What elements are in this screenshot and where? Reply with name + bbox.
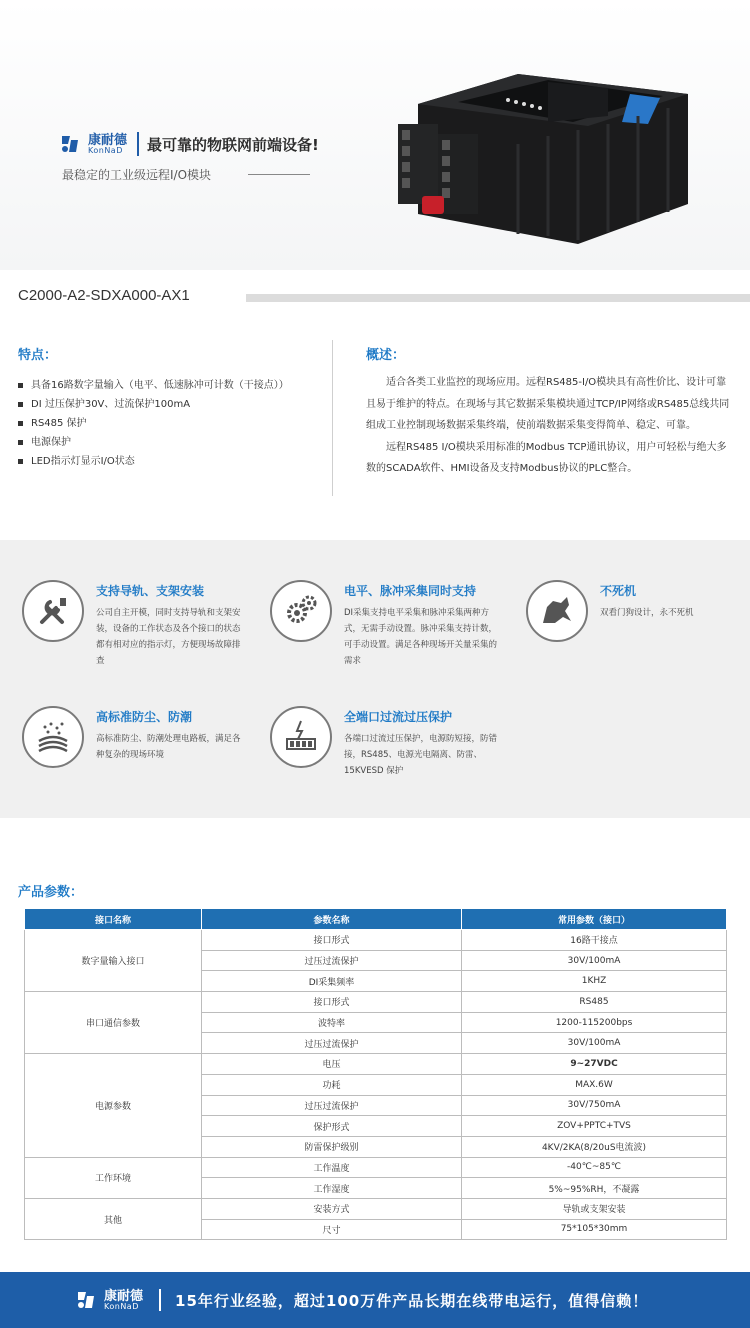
bullet-icon bbox=[18, 421, 23, 426]
group-name: 电源参数 bbox=[25, 1054, 202, 1157]
param-name: 保护形式 bbox=[202, 1116, 462, 1137]
highlight-desc: 双看门狗设计，永不死机 bbox=[600, 608, 694, 618]
param-value: 30V/100mA bbox=[462, 1033, 727, 1054]
footer-tagline: 15年行业经验，超过100万件产品长期在线带电运行，值得信赖！ bbox=[175, 1291, 649, 1310]
table-header-row bbox=[25, 909, 727, 930]
bullet-icon bbox=[18, 440, 23, 445]
param-name: 接口形式 bbox=[202, 930, 462, 951]
params-table bbox=[24, 908, 727, 1240]
highlight-title: 全端口过流过压保护 bbox=[344, 710, 453, 724]
highlights-section bbox=[0, 540, 750, 818]
overview-text bbox=[366, 372, 736, 480]
param-value: 1200-115200bps bbox=[462, 1012, 727, 1033]
highlight-item bbox=[526, 580, 736, 642]
group-name: 数字量输入接口 bbox=[25, 930, 202, 992]
highlight-title: 不死机 bbox=[600, 584, 637, 598]
list-item bbox=[18, 433, 289, 452]
feature-text: LED指示灯显示I/O状态 bbox=[31, 456, 135, 467]
overview-title: 概述： bbox=[366, 348, 406, 363]
hero-banner bbox=[0, 0, 750, 270]
table-row bbox=[25, 1198, 727, 1219]
list-item bbox=[18, 376, 289, 395]
params-title: 产品参数： bbox=[18, 885, 84, 900]
param-name: 过压过流保护 bbox=[202, 1095, 462, 1116]
group-name: 串口通信参数 bbox=[25, 992, 202, 1054]
footer-divider bbox=[159, 1289, 161, 1311]
features-list bbox=[18, 376, 289, 471]
feature-text: DI 过压保护30V、过流保护100mA bbox=[31, 399, 191, 410]
param-name: 安装方式 bbox=[202, 1198, 462, 1219]
model-number: C2000-A2-SDXA000-AX1 bbox=[18, 287, 190, 304]
overview-paragraph-2: 远程RS485 I/O模块采用标准的Modbus TCP通讯协议，用户可轻松与绝大多数的SCADA软件、HMI设备及支持Modbus协议的PLC整合。 bbox=[366, 441, 727, 474]
konnad-logo-icon bbox=[58, 132, 82, 156]
highlight-desc: DI采集支持电平采集和脉冲采集两种方式，无需手动设置。脉冲采集支持计数，可手动设置。满足各种现场开关量采集的需求 bbox=[344, 608, 498, 666]
table-row bbox=[25, 1157, 727, 1178]
feature-text: 具备16路数字量输入（电平、低速脉冲可计数（干接点）） bbox=[31, 380, 289, 391]
logo-wordmark bbox=[104, 1290, 143, 1311]
list-item bbox=[18, 452, 289, 471]
param-value: 16路干接点 bbox=[462, 930, 727, 951]
param-value: -40℃~85℃ bbox=[462, 1157, 727, 1178]
bullet-icon bbox=[18, 402, 23, 407]
model-bar bbox=[246, 294, 750, 302]
param-name: 过压过流保护 bbox=[202, 950, 462, 971]
gears-icon bbox=[270, 580, 332, 642]
param-value: 75*105*30mm bbox=[462, 1219, 727, 1240]
footer-banner bbox=[0, 1272, 750, 1328]
group-name: 工作环境 bbox=[25, 1157, 202, 1198]
table-row bbox=[25, 930, 727, 951]
table-row bbox=[25, 992, 727, 1013]
konnad-logo-icon bbox=[74, 1288, 98, 1312]
footer-logo bbox=[74, 1288, 143, 1312]
param-value: 5%~95%RH，不凝露 bbox=[462, 1178, 727, 1199]
logo-en: KonNaD bbox=[104, 1301, 139, 1311]
param-value: RS485 bbox=[462, 992, 727, 1013]
list-item bbox=[18, 414, 289, 433]
highlight-item bbox=[22, 580, 252, 669]
highlight-item bbox=[270, 580, 510, 669]
table-row bbox=[25, 1054, 727, 1075]
param-name: DI采集频率 bbox=[202, 971, 462, 992]
logo-cn: 康耐德 bbox=[104, 1288, 144, 1304]
bullet-icon bbox=[18, 459, 23, 464]
protection-icon bbox=[270, 706, 332, 768]
param-name: 功耗 bbox=[202, 1074, 462, 1095]
param-name: 工作温度 bbox=[202, 1157, 462, 1178]
bullet-icon bbox=[18, 383, 23, 388]
param-name: 过压过流保护 bbox=[202, 1033, 462, 1054]
logo-wordmark bbox=[88, 134, 127, 155]
param-name: 防雷保护级别 bbox=[202, 1136, 462, 1157]
highlight-title: 支持导轨、支架安装 bbox=[96, 584, 205, 598]
highlight-item bbox=[270, 706, 510, 779]
column-divider bbox=[332, 340, 333, 496]
param-name: 接口形式 bbox=[202, 992, 462, 1013]
highlight-title: 高标准防尘、防潮 bbox=[96, 710, 193, 724]
tools-icon bbox=[22, 580, 84, 642]
brand-divider bbox=[137, 132, 139, 156]
param-value: 9~27VDC bbox=[462, 1054, 727, 1075]
brand-row bbox=[58, 132, 319, 156]
slogan: 最可靠的物联网前端设备! bbox=[147, 135, 319, 154]
highlight-title: 电平、脉冲采集同时支持 bbox=[344, 584, 477, 598]
list-item bbox=[18, 395, 289, 414]
overview-paragraph-1: 适合各类工业监控的现场应用。远程RS485-I/O模块具有高性价比、设计可靠且易于维护的特点。在现场与其它数据采集模块通过TCP/IP网络或RS485总线共同组成工业控制现场数据采集终端，使前端数据采集变得简单、稳定、可靠。 bbox=[366, 377, 730, 431]
param-name: 电压 bbox=[202, 1054, 462, 1075]
feature-text: RS485 保护 bbox=[31, 418, 87, 429]
highlight-item bbox=[22, 706, 252, 768]
highlight-desc: 高标准防尘、防潮处理电路板，满足各种复杂的现场环境 bbox=[96, 734, 241, 760]
param-name: 工作湿度 bbox=[202, 1178, 462, 1199]
param-value: 导轨或支架安装 bbox=[462, 1198, 727, 1219]
dog-icon bbox=[526, 580, 588, 642]
param-value: ZOV+PPTC+TVS bbox=[462, 1116, 727, 1137]
device-image bbox=[398, 64, 698, 264]
param-name: 尺寸 bbox=[202, 1219, 462, 1240]
features-title: 特点： bbox=[18, 348, 58, 363]
param-value: 1KHZ bbox=[462, 971, 727, 992]
param-value: MAX.6W bbox=[462, 1074, 727, 1095]
logo-en: KonNaD bbox=[88, 145, 123, 155]
param-name: 波特率 bbox=[202, 1012, 462, 1033]
highlight-desc: 公司自主开模，同时支持导轨和支架安装，设备的工作状态及各个接口的状态都有相对应的指示灯，方便现场故障排查 bbox=[96, 608, 241, 666]
group-name: 其他 bbox=[25, 1198, 202, 1239]
feature-text: 电源保护 bbox=[31, 437, 71, 448]
column-header: 接口名称 bbox=[25, 909, 202, 930]
column-header: 参数名称 bbox=[202, 909, 462, 930]
param-value: 30V/750mA bbox=[462, 1095, 727, 1116]
subslogan: 最稳定的工业级远程I/O模块 bbox=[62, 168, 212, 182]
highlight-desc: 各端口过流过压保护，电源防短接，防错接，RS485、电源光电隔离、防雷、15KVESD 保护 bbox=[344, 734, 498, 776]
logo-cn: 康耐德 bbox=[88, 132, 128, 148]
dust-icon bbox=[22, 706, 84, 768]
param-value: 4KV/2KA(8/20uS电流波) bbox=[462, 1136, 727, 1157]
subslogan-line bbox=[248, 174, 310, 175]
column-header: 常用参数（接口） bbox=[462, 909, 727, 930]
param-value: 30V/100mA bbox=[462, 950, 727, 971]
